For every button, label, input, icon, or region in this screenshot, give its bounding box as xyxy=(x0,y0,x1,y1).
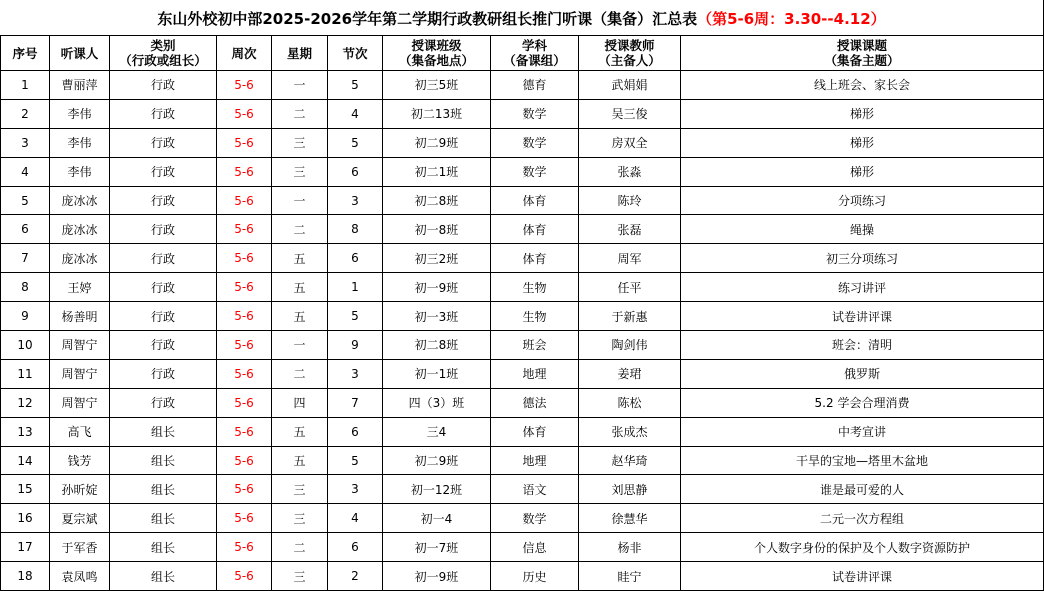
cell-week[interactable]: 5-6 xyxy=(217,446,272,475)
cell-week[interactable]: 5-6 xyxy=(217,331,272,360)
cell-weekday[interactable]: 五 xyxy=(272,302,328,331)
table-row xyxy=(1,388,1044,417)
cell-category[interactable]: 行政 xyxy=(110,359,217,388)
cell-category[interactable]: 行政 xyxy=(110,71,217,100)
table-row xyxy=(1,71,1044,100)
cell-topic[interactable]: 个人数字身份的保护及个人数字资源防护 xyxy=(681,533,1044,562)
title-date-range: （第5-6周：3.30--4.12） xyxy=(697,10,886,28)
table-row xyxy=(1,157,1044,186)
cell-observer[interactable]: 孙昕婝 xyxy=(50,475,110,504)
table-row xyxy=(1,331,1044,360)
header-label: （主备人） xyxy=(598,53,661,68)
header-period xyxy=(328,36,383,71)
header-category xyxy=(110,36,217,71)
cell-index[interactable]: 11 xyxy=(1,359,50,388)
cell-subject[interactable]: 生物 xyxy=(491,302,579,331)
cell-topic[interactable]: 分项练习 xyxy=(681,186,1044,215)
cell-weekday[interactable]: 五 xyxy=(272,417,328,446)
cell-category[interactable]: 行政 xyxy=(110,128,217,157)
cell-subject[interactable]: 班会 xyxy=(491,331,579,360)
table-row xyxy=(1,446,1044,475)
table-row xyxy=(1,417,1044,446)
cell-teacher[interactable]: 任平 xyxy=(579,273,681,302)
cell-topic[interactable]: 梯形 xyxy=(681,99,1044,128)
table-row xyxy=(1,504,1044,533)
cell-topic[interactable]: 俄罗斯 xyxy=(681,359,1044,388)
header-label: 序号 xyxy=(12,45,38,61)
cell-week[interactable]: 5-6 xyxy=(217,388,272,417)
cell-topic[interactable]: 绳操 xyxy=(681,215,1044,244)
header-weekday xyxy=(272,36,328,71)
cell-weekday[interactable]: 五 xyxy=(272,244,328,273)
cell-weekday[interactable]: 三 xyxy=(272,562,328,591)
cell-category[interactable]: 行政 xyxy=(110,157,217,186)
cell-period[interactable]: 4 xyxy=(328,504,383,533)
cell-week[interactable]: 5-6 xyxy=(217,71,272,100)
cell-observer[interactable]: 于军香 xyxy=(50,533,110,562)
cell-category[interactable]: 行政 xyxy=(110,186,217,215)
cell-topic[interactable]: 中考宣讲 xyxy=(681,417,1044,446)
cell-category[interactable]: 行政 xyxy=(110,302,217,331)
header-observer xyxy=(50,36,110,71)
cell-subject[interactable]: 生物 xyxy=(491,273,579,302)
cell-index[interactable]: 4 xyxy=(1,157,50,186)
cell-observer[interactable]: 夏宗斌 xyxy=(50,504,110,533)
cell-observer[interactable]: 钱芳 xyxy=(50,446,110,475)
cell-subject[interactable]: 数学 xyxy=(491,504,579,533)
header-index xyxy=(1,36,50,71)
header-label: 星期 xyxy=(286,45,312,61)
cell-class[interactable]: 初二9班 xyxy=(383,128,491,157)
cell-weekday[interactable]: 二 xyxy=(272,533,328,562)
cell-teacher[interactable]: 武娟娟 xyxy=(579,71,681,100)
cell-period[interactable]: 3 xyxy=(328,186,383,215)
cell-week[interactable]: 5-6 xyxy=(217,215,272,244)
cell-period[interactable]: 3 xyxy=(328,359,383,388)
cell-period[interactable]: 1 xyxy=(328,273,383,302)
cell-class[interactable]: 初一1班 xyxy=(383,359,491,388)
header-label: （集备主题） xyxy=(824,53,900,68)
cell-subject[interactable]: 数学 xyxy=(491,128,579,157)
cell-class[interactable]: 初一3班 xyxy=(383,302,491,331)
header-label: 类别 xyxy=(150,38,176,53)
cell-index[interactable]: 5 xyxy=(1,186,50,215)
cell-period[interactable]: 6 xyxy=(328,417,383,446)
cell-weekday[interactable]: 三 xyxy=(272,475,328,504)
cell-weekday[interactable]: 二 xyxy=(272,215,328,244)
cell-teacher[interactable]: 吴三俊 xyxy=(579,99,681,128)
cell-class[interactable]: 初三2班 xyxy=(383,244,491,273)
cell-teacher[interactable]: 陶剑伟 xyxy=(579,331,681,360)
header-label: （行政或组长） xyxy=(119,53,207,68)
cell-class[interactable]: 初一9班 xyxy=(383,273,491,302)
cell-teacher[interactable]: 于新惠 xyxy=(579,302,681,331)
cell-teacher[interactable]: 张成杰 xyxy=(579,417,681,446)
cell-weekday[interactable]: 三 xyxy=(272,504,328,533)
cell-topic[interactable]: 梯形 xyxy=(681,157,1044,186)
cell-teacher[interactable]: 周军 xyxy=(579,244,681,273)
cell-category[interactable]: 组长 xyxy=(110,562,217,591)
cell-index[interactable]: 17 xyxy=(1,533,50,562)
cell-period[interactable]: 5 xyxy=(328,446,383,475)
cell-week[interactable]: 5-6 xyxy=(217,186,272,215)
cell-observer[interactable]: 李伟 xyxy=(50,157,110,186)
cell-period[interactable]: 5 xyxy=(328,128,383,157)
cell-teacher[interactable]: 刘思静 xyxy=(579,475,681,504)
cell-topic[interactable]: 二元一次方程组 xyxy=(681,504,1044,533)
header-label: 授课班级 xyxy=(411,38,462,53)
cell-period[interactable]: 4 xyxy=(328,99,383,128)
cell-week[interactable]: 5-6 xyxy=(217,417,272,446)
cell-teacher[interactable]: 张磊 xyxy=(579,215,681,244)
cell-teacher[interactable]: 杨非 xyxy=(579,533,681,562)
cell-category[interactable]: 行政 xyxy=(110,331,217,360)
header-teacher xyxy=(579,36,681,71)
cell-week[interactable]: 5-6 xyxy=(217,128,272,157)
summary-table xyxy=(0,35,1044,591)
cell-class[interactable]: 初二13班 xyxy=(383,99,491,128)
cell-index[interactable]: 3 xyxy=(1,128,50,157)
cell-category[interactable]: 组长 xyxy=(110,446,217,475)
cell-observer[interactable]: 周智宁 xyxy=(50,331,110,360)
cell-week[interactable]: 5-6 xyxy=(217,99,272,128)
cell-subject[interactable]: 体育 xyxy=(491,186,579,215)
cell-teacher[interactable]: 姜珺 xyxy=(579,359,681,388)
cell-class[interactable]: 初一9班 xyxy=(383,562,491,591)
table-row xyxy=(1,359,1044,388)
cell-category[interactable]: 组长 xyxy=(110,417,217,446)
cell-subject[interactable]: 德法 xyxy=(491,388,579,417)
cell-index[interactable]: 13 xyxy=(1,417,50,446)
cell-subject[interactable]: 信息 xyxy=(491,533,579,562)
cell-teacher[interactable]: 张淼 xyxy=(579,157,681,186)
cell-subject[interactable]: 体育 xyxy=(491,244,579,273)
cell-topic[interactable]: 初三分项练习 xyxy=(681,244,1044,273)
cell-period[interactable]: 8 xyxy=(328,215,383,244)
cell-teacher[interactable]: 陈松 xyxy=(579,388,681,417)
header-label: 授课课题 xyxy=(836,38,887,53)
cell-week[interactable]: 5-6 xyxy=(217,533,272,562)
cell-subject[interactable]: 体育 xyxy=(491,417,579,446)
cell-subject[interactable]: 体育 xyxy=(491,215,579,244)
cell-class[interactable]: 初一7班 xyxy=(383,533,491,562)
cell-week[interactable]: 5-6 xyxy=(217,273,272,302)
cell-topic[interactable]: 试卷讲评课 xyxy=(681,302,1044,331)
cell-class[interactable]: 初二8班 xyxy=(383,186,491,215)
cell-subject[interactable]: 语文 xyxy=(491,475,579,504)
cell-category[interactable]: 组长 xyxy=(110,475,217,504)
cell-observer[interactable]: 庞冰冰 xyxy=(50,215,110,244)
cell-observer[interactable]: 庞冰冰 xyxy=(50,244,110,273)
cell-teacher[interactable]: 眭宁 xyxy=(579,562,681,591)
cell-teacher[interactable]: 房双全 xyxy=(579,128,681,157)
header-class xyxy=(383,36,491,71)
cell-observer[interactable]: 高飞 xyxy=(50,417,110,446)
cell-teacher[interactable]: 赵华琦 xyxy=(579,446,681,475)
table-row xyxy=(1,128,1044,157)
cell-week[interactable]: 5-6 xyxy=(217,244,272,273)
cell-period[interactable]: 6 xyxy=(328,157,383,186)
header-label: （备课组） xyxy=(503,53,566,68)
cell-topic[interactable]: 干旱的宝地—塔里木盆地 xyxy=(681,446,1044,475)
cell-week[interactable]: 5-6 xyxy=(217,475,272,504)
cell-observer[interactable]: 曹丽萍 xyxy=(50,71,110,100)
cell-index[interactable]: 7 xyxy=(1,244,50,273)
header-label: 周次 xyxy=(231,45,257,61)
cell-week[interactable]: 5-6 xyxy=(217,157,272,186)
cell-category[interactable]: 行政 xyxy=(110,273,217,302)
header-week xyxy=(217,36,272,71)
cell-teacher[interactable]: 徐慧华 xyxy=(579,504,681,533)
cell-observer[interactable]: 周智宁 xyxy=(50,388,110,417)
table-body xyxy=(1,71,1044,591)
cell-weekday[interactable]: 一 xyxy=(272,71,328,100)
cell-period[interactable]: 5 xyxy=(328,302,383,331)
cell-period[interactable]: 9 xyxy=(328,331,383,360)
cell-observer[interactable]: 杨善明 xyxy=(50,302,110,331)
cell-index[interactable]: 15 xyxy=(1,475,50,504)
cell-weekday[interactable]: 二 xyxy=(272,359,328,388)
cell-index[interactable]: 18 xyxy=(1,562,50,591)
table-row xyxy=(1,273,1044,302)
table-row xyxy=(1,99,1044,128)
cell-weekday[interactable]: 五 xyxy=(272,273,328,302)
cell-observer[interactable]: 庞冰冰 xyxy=(50,186,110,215)
cell-index[interactable]: 8 xyxy=(1,273,50,302)
header-topic xyxy=(681,36,1044,71)
cell-weekday[interactable]: 二 xyxy=(272,99,328,128)
cell-topic[interactable]: 5.2 学会合理消费 xyxy=(681,388,1044,417)
cell-observer[interactable]: 李伟 xyxy=(50,128,110,157)
cell-category[interactable]: 组长 xyxy=(110,504,217,533)
cell-observer[interactable]: 袁凤鸣 xyxy=(50,562,110,591)
cell-weekday[interactable]: 三 xyxy=(272,128,328,157)
cell-topic[interactable]: 梯形 xyxy=(681,128,1044,157)
header-row xyxy=(1,36,1044,71)
cell-index[interactable]: 16 xyxy=(1,504,50,533)
cell-period[interactable]: 6 xyxy=(328,533,383,562)
table-row xyxy=(1,533,1044,562)
cell-week[interactable]: 5-6 xyxy=(217,504,272,533)
cell-class[interactable]: 四（3）班 xyxy=(383,388,491,417)
cell-class[interactable]: 初三5班 xyxy=(383,71,491,100)
table-row xyxy=(1,475,1044,504)
cell-period[interactable]: 7 xyxy=(328,388,383,417)
cell-observer[interactable]: 李伟 xyxy=(50,99,110,128)
cell-index[interactable]: 14 xyxy=(1,446,50,475)
cell-week[interactable]: 5-6 xyxy=(217,302,272,331)
table-row xyxy=(1,186,1044,215)
cell-index[interactable]: 2 xyxy=(1,99,50,128)
cell-class[interactable]: 初一8班 xyxy=(383,215,491,244)
cell-period[interactable]: 5 xyxy=(328,71,383,100)
cell-class[interactable]: 初二9班 xyxy=(383,446,491,475)
cell-weekday[interactable]: 一 xyxy=(272,331,328,360)
cell-subject[interactable]: 地理 xyxy=(491,359,579,388)
cell-weekday[interactable]: 四 xyxy=(272,388,328,417)
header-label: 学科 xyxy=(521,38,547,53)
cell-observer[interactable]: 周智宁 xyxy=(50,359,110,388)
cell-topic[interactable]: 试卷讲评课 xyxy=(681,562,1044,591)
cell-subject[interactable]: 数学 xyxy=(491,157,579,186)
header-label: 节次 xyxy=(342,45,368,61)
cell-weekday[interactable]: 一 xyxy=(272,186,328,215)
header-label: （集备地点） xyxy=(398,53,474,68)
cell-period[interactable]: 6 xyxy=(328,244,383,273)
cell-class[interactable]: 三4 xyxy=(383,417,491,446)
cell-class[interactable]: 初二8班 xyxy=(383,331,491,360)
cell-topic[interactable]: 线上班会、家长会 xyxy=(681,71,1044,100)
cell-index[interactable]: 9 xyxy=(1,302,50,331)
cell-subject[interactable]: 德育 xyxy=(491,71,579,100)
cell-teacher[interactable]: 陈玲 xyxy=(579,186,681,215)
cell-index[interactable]: 12 xyxy=(1,388,50,417)
cell-topic[interactable]: 班会：清明 xyxy=(681,331,1044,360)
cell-category[interactable]: 组长 xyxy=(110,533,217,562)
cell-observer[interactable]: 王婷 xyxy=(50,273,110,302)
cell-category[interactable]: 行政 xyxy=(110,388,217,417)
cell-weekday[interactable]: 三 xyxy=(272,157,328,186)
cell-weekday[interactable]: 五 xyxy=(272,446,328,475)
cell-index[interactable]: 6 xyxy=(1,215,50,244)
header-label: 听课人 xyxy=(60,45,99,61)
table-row xyxy=(1,215,1044,244)
cell-class[interactable]: 初一4 xyxy=(383,504,491,533)
cell-week[interactable]: 5-6 xyxy=(217,359,272,388)
header-subject xyxy=(491,36,579,71)
cell-class[interactable]: 初二1班 xyxy=(383,157,491,186)
cell-index[interactable]: 1 xyxy=(1,71,50,100)
cell-class[interactable]: 初一12班 xyxy=(383,475,491,504)
cell-period[interactable]: 3 xyxy=(328,475,383,504)
cell-subject[interactable]: 历史 xyxy=(491,562,579,591)
cell-index[interactable]: 10 xyxy=(1,331,50,360)
cell-topic[interactable]: 练习讲评 xyxy=(681,273,1044,302)
cell-topic[interactable]: 谁是最可爱的人 xyxy=(681,475,1044,504)
sheet-title xyxy=(0,0,1044,35)
cell-subject[interactable]: 地理 xyxy=(491,446,579,475)
table-row xyxy=(1,244,1044,273)
title-main: 东山外校初中部2025-2026学年第二学期行政教研组长推门听课（集备）汇总表 xyxy=(157,10,698,28)
cell-category[interactable]: 行政 xyxy=(110,99,217,128)
cell-period[interactable]: 2 xyxy=(328,562,383,591)
cell-subject[interactable]: 数学 xyxy=(491,99,579,128)
cell-category[interactable]: 行政 xyxy=(110,215,217,244)
cell-week[interactable]: 5-6 xyxy=(217,562,272,591)
header-label: 授课教师 xyxy=(604,38,655,53)
cell-category[interactable]: 行政 xyxy=(110,244,217,273)
table-row xyxy=(1,302,1044,331)
table-row xyxy=(1,562,1044,591)
